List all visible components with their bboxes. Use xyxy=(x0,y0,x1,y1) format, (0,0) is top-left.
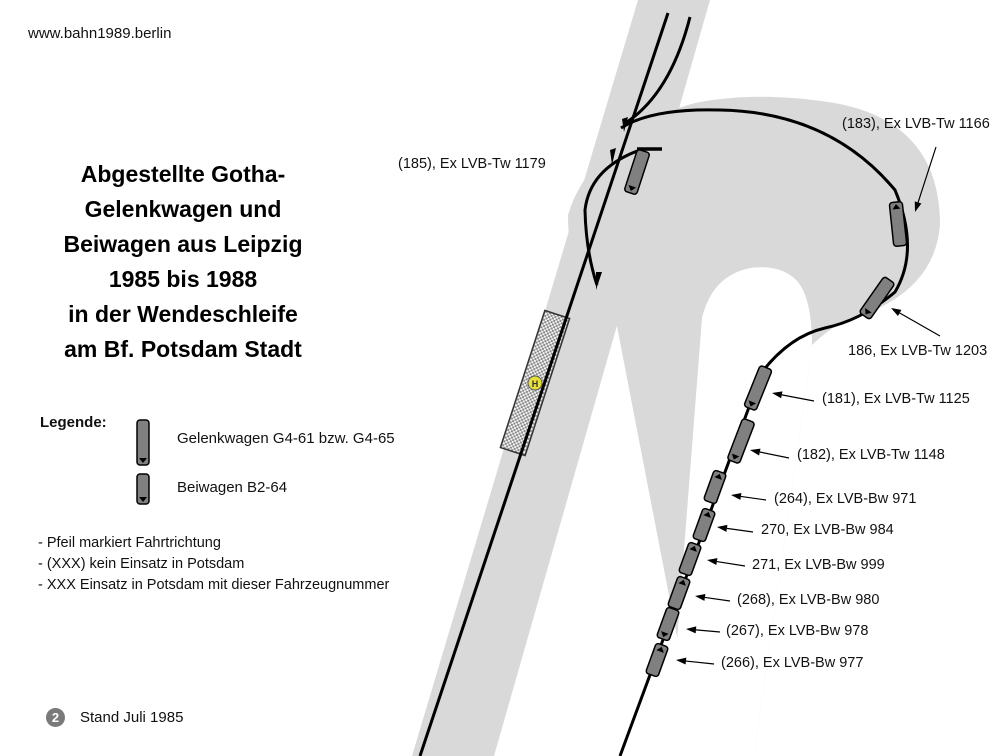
vehicle-label-183: (183), Ex LVB-Tw 1166 xyxy=(842,116,990,132)
site-url: www.bahn1989.berlin xyxy=(28,25,172,42)
tram-stop-sign-letter: H xyxy=(531,379,539,389)
arrow-186-shaft xyxy=(900,313,940,336)
arrow-186 xyxy=(891,308,940,336)
note-direction: - Pfeil markiert Fahrtrichtung xyxy=(38,535,221,551)
legend-title: Legende: xyxy=(40,414,107,431)
vehicle-label-270: 270, Ex LVB-Bw 984 xyxy=(761,522,894,538)
title-line: 1985 bis 1988 xyxy=(108,266,258,292)
legend-trailer-label: Beiwagen B2-64 xyxy=(177,479,288,496)
vehicle-266 xyxy=(645,643,668,678)
arrow-186-head xyxy=(891,308,901,316)
page-number-badge: 2 xyxy=(46,708,65,727)
vehicle-label-181: (181), Ex LVB-Tw 1125 xyxy=(822,391,970,407)
vehicle-label-268: (268), Ex LVB-Bw 980 xyxy=(737,592,880,608)
title-line: am Bf. Potsdam Stadt xyxy=(64,336,302,362)
vehicle-label-267: (267), Ex LVB-Bw 978 xyxy=(726,623,869,639)
road-area xyxy=(412,0,940,756)
vehicle-label-185: (185), Ex LVB-Tw 1179 xyxy=(398,156,546,172)
status-date: Stand Juli 1985 xyxy=(80,709,184,726)
vehicle-label-186: 186, Ex LVB-Tw 1203 xyxy=(848,343,988,359)
vehicle-label-182: (182), Ex LVB-Tw 1148 xyxy=(797,447,945,463)
legend-symbols xyxy=(137,420,149,504)
title-line: Gelenkwagen und xyxy=(84,196,282,222)
title-line: in der Wendeschleife xyxy=(68,301,298,327)
vehicle-266-body xyxy=(645,643,668,678)
diagram-title xyxy=(18,157,348,367)
title-line: Beiwagen aus Leipzig xyxy=(63,231,303,257)
vehicle-label-266: (266), Ex LVB-Bw 977 xyxy=(721,655,864,671)
vehicle-label-271: 271, Ex LVB-Bw 999 xyxy=(752,557,885,573)
vehicle-label-264: (264), Ex LVB-Bw 971 xyxy=(774,491,917,507)
title-line: Abgestellte Gotha- xyxy=(80,161,286,187)
legend-articulated-label: Gelenkwagen G4-61 bzw. G4-65 xyxy=(177,430,395,447)
note-used: - XXX Einsatz in Potsdam mit dieser Fahrzeugnummer xyxy=(38,577,390,593)
note-not-used: - (XXX) kein Einsatz in Potsdam xyxy=(38,556,245,572)
